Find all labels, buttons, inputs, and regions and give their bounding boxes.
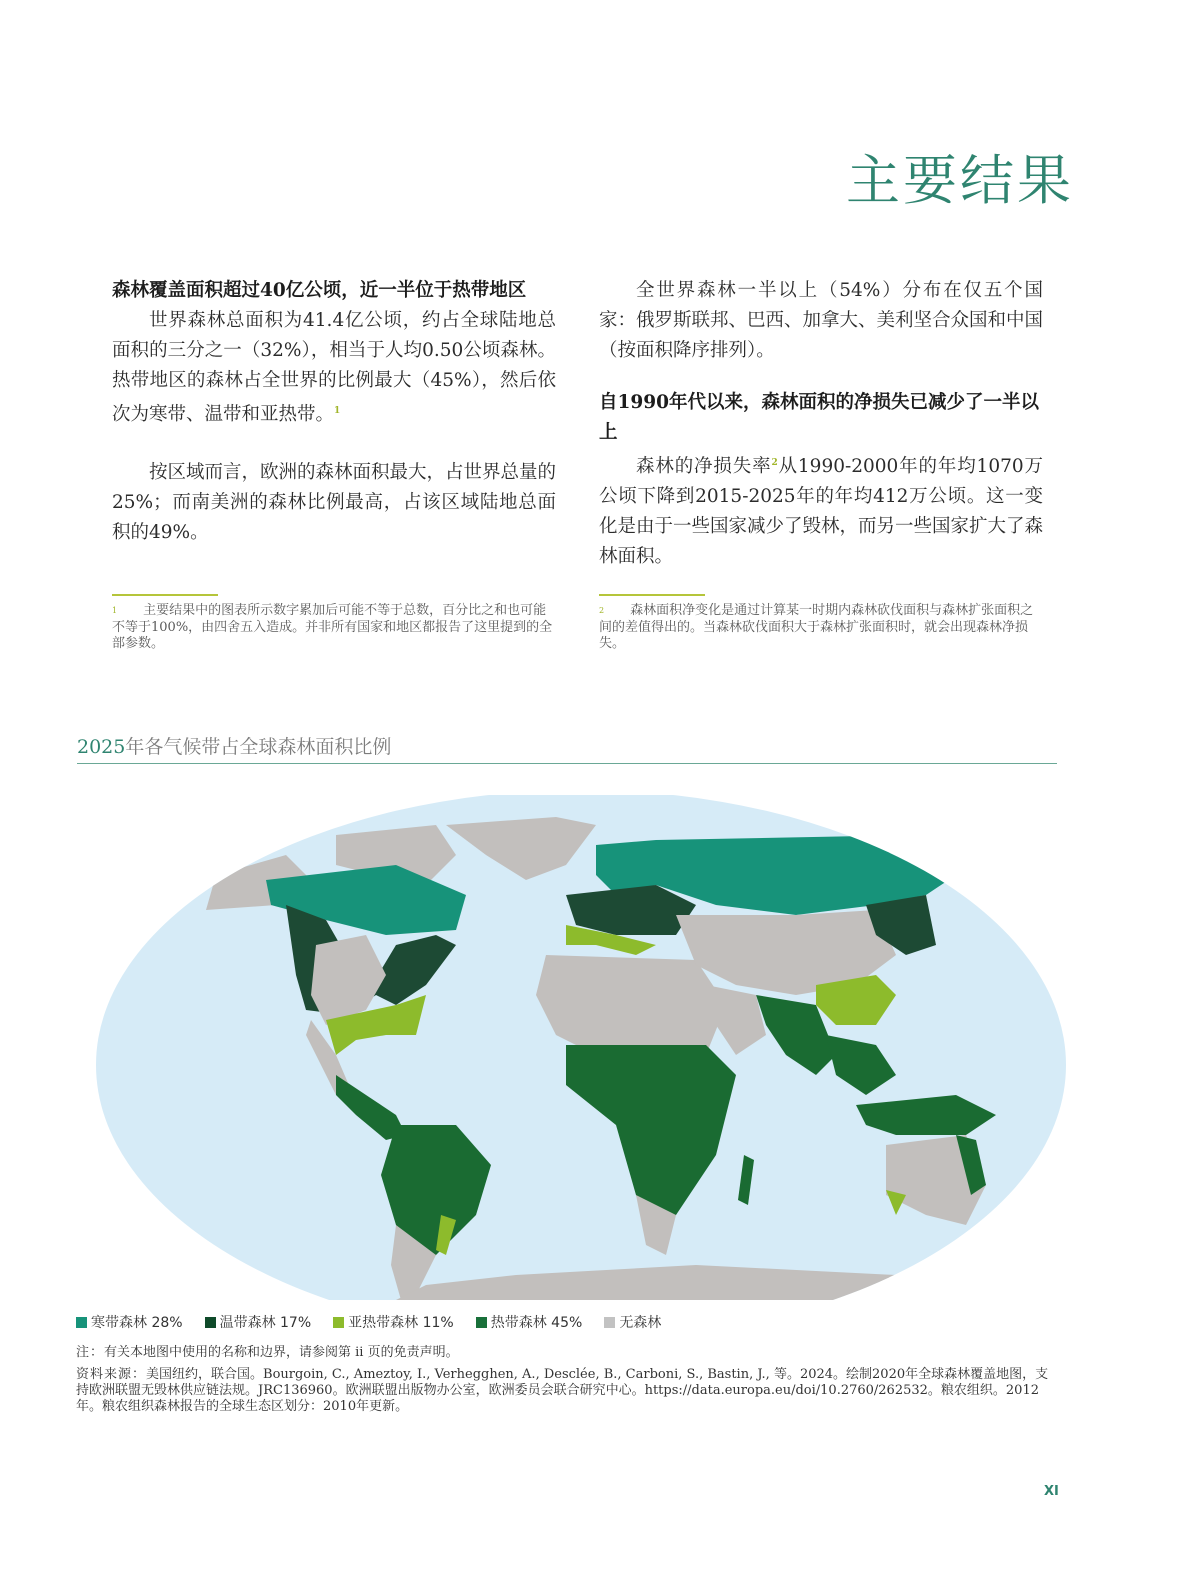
legend-swatch-tropical <box>476 1317 487 1328</box>
legend-item-tropical: 热带森林 45% <box>476 1312 583 1332</box>
paragraph-forest-area: 世界森林总面积为41.4亿公顷，约占全球陆地总面积的三分之一（32%），相当于人均0.50公顷森林。热带地区的森林占全世界的比例最大（45%），然后依次为寒带、温带和亚热带。$^1$ <box>112 310 556 426</box>
world-forest-map <box>96 795 1066 1300</box>
map-legend <box>76 1312 661 1332</box>
page-number: XI <box>1044 1484 1059 1499</box>
left-column <box>112 276 556 548</box>
footnote-number: 2 <box>599 606 605 615</box>
footnote-divider <box>599 594 705 596</box>
footnote-divider <box>112 594 218 596</box>
footnote-text: 主要结果中的图表所示数字累加后可能不等于总数，百分比之和也可能不等于100%，由四舍五入造成。并非所有国家和地区都报告了这里提到的全部参数。 <box>112 603 553 651</box>
legend-swatch-temperate <box>205 1317 216 1328</box>
paragraph-regions: 按区域而言，欧洲的森林面积最大，占世界总量的25%；而南美洲的森林比例最高，占该区域陆地总面积的49%。 <box>112 462 557 544</box>
map-source: 资料来源：美国纽约，联合国。Bourgoin, C., Ameztoy, I., Verhegghen, A., Desclée, B., Carboni, S., Bastin, J., 等。2024。绘制2020年全球森林覆盖地图，支持欧洲联盟无毁林供应链法规。JRC136960。欧洲联盟出版物办公室，欧洲委员会联合研究中心。https://data.europa.eu/doi/10.2760/262532。粮农组织。2012年。粮农组织森林报告的全球生态区划分：2010年更新。 <box>76 1367 1049 1414</box>
footnote-number: 1 <box>112 606 118 615</box>
footnote-1 <box>112 603 556 653</box>
right-column <box>599 276 1043 572</box>
section-heading-forest-area: 森林覆盖面积超过40亿公顷，近一半位于热带地区 <box>112 280 527 301</box>
map-notes <box>76 1345 1056 1421</box>
footnote-text: 森林面积净变化是通过计算某一时期内森林砍伐面积与森林扩张面积之间的差值得出的。当森林砍伐面积大于森林扩张面积时，就会出现森林净损失。 <box>599 603 1034 651</box>
section-heading-net-loss: 自1990年代以来，森林面积的净损失已减少了一半以上 <box>599 392 1039 443</box>
map-title-divider <box>77 763 1057 764</box>
footnote-2 <box>599 603 1043 653</box>
legend-swatch-no-forest <box>604 1317 615 1328</box>
paragraph-five-countries: 全世界森林一半以上（54%）分布在仅五个国家：俄罗斯联邦、巴西、加拿大、美利坚合众国和中国（按面积降序排列）。 <box>599 280 1044 361</box>
legend-swatch-subtropical <box>333 1317 344 1328</box>
footnote-ref-1[interactable]: 1 <box>334 406 341 416</box>
legend-item-no-forest: 无森林 <box>604 1312 661 1332</box>
paragraph-net-loss: 森林的净损失率$^2$从1990-2000年的年均1070万公顷下降到2015-2025年的年均412万公顷。这一变化是由于一些国家减少了毁林，而另一些国家扩大了森林面积。 <box>599 456 1044 568</box>
new-zealand <box>991 1225 1016 1275</box>
map-title: 2025年各气候带占全球森林面积比例 <box>77 736 392 758</box>
footnote-ref-2[interactable]: 2 <box>771 458 778 468</box>
page-title: 主要结果 <box>846 149 1074 212</box>
legend-swatch-boreal <box>76 1317 87 1328</box>
legend-item-subtropical: 亚热带森林 11% <box>333 1312 454 1332</box>
legend-item-boreal: 寒带森林 28% <box>76 1312 183 1332</box>
map-note: 注：有关本地图中使用的名称和边界，请参阅第 ii 页的免责声明。 <box>76 1345 459 1360</box>
legend-item-temperate: 温带森林 17% <box>205 1312 312 1332</box>
